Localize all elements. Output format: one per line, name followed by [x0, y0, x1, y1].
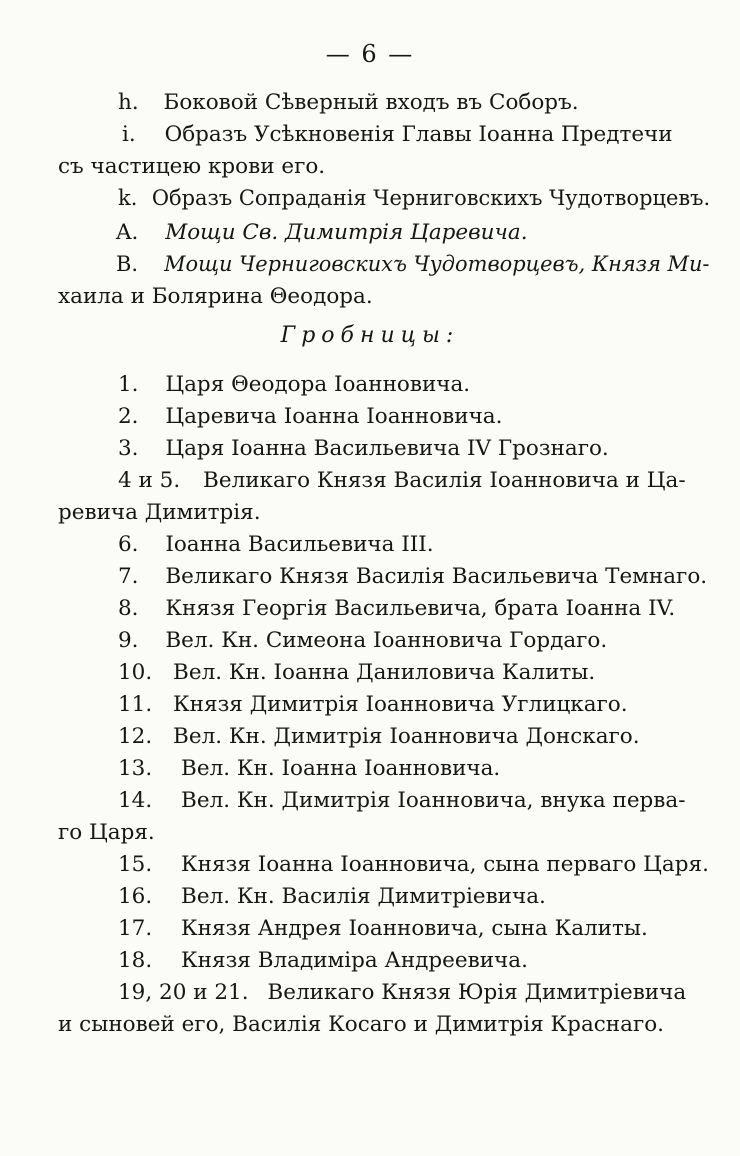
tomb-number: 4 и 5. — [118, 468, 181, 493]
legend-label: i. — [122, 122, 136, 147]
tomb-item — [118, 626, 607, 656]
tomb-item — [118, 562, 707, 592]
tomb-item — [118, 978, 686, 1008]
legend-item-i-continued — [58, 152, 325, 182]
tomb-text: Царевича Іоанна Іоанновича. — [165, 404, 503, 429]
section-heading: Гробницы: — [280, 323, 460, 348]
tomb-number: 17. — [118, 916, 153, 941]
tomb-item — [118, 786, 686, 816]
tomb-number: 11. — [118, 692, 153, 717]
legend-label: k. — [118, 186, 138, 211]
tomb-text: ревича Димитрія. — [58, 500, 261, 525]
tomb-number: 9. — [118, 628, 139, 653]
tomb-item — [118, 754, 500, 784]
tomb-item-continued — [58, 1010, 664, 1040]
legend-text: Боковой Сѣверный входъ въ Соборъ. — [163, 90, 579, 115]
tomb-text: Великаго Князя Юрія Димитріевича — [267, 980, 687, 1005]
tomb-text: Вел. Кн. Симеона Іоанновича Гордаго. — [165, 628, 608, 653]
tomb-number: 19, 20 и 21. — [118, 980, 249, 1005]
tomb-number: 3. — [118, 436, 139, 461]
tomb-item-continued — [58, 818, 155, 848]
tomb-item — [118, 658, 595, 688]
tomb-text: Вел. Кн. Іоанна Іоанновича. — [181, 756, 501, 781]
tomb-item — [118, 530, 434, 560]
tomb-number: 7. — [118, 564, 139, 589]
tomb-text: Князя Владиміра Андреевича. — [181, 948, 528, 973]
tomb-text: Вел. Кн. Іоанна Даниловича Калиты. — [173, 660, 596, 685]
legend-text: съ частицею крови его. — [58, 154, 326, 179]
legend-text: хаила и Болярина Θеодора. — [58, 284, 373, 309]
tomb-item — [118, 466, 686, 496]
tomb-item — [118, 850, 709, 880]
legend-text: Образъ Усѣкновенія Главы Іоанна Предтечи — [164, 122, 673, 147]
legend-item-b — [116, 250, 709, 280]
legend-item-b-continued — [58, 282, 373, 312]
tomb-item — [118, 370, 470, 400]
tomb-number: 8. — [118, 596, 139, 621]
legend-label: A. — [116, 220, 139, 245]
tomb-number: 13. — [118, 756, 153, 781]
legend-label: B. — [116, 252, 139, 277]
tomb-item — [118, 722, 640, 752]
tomb-item — [118, 594, 675, 624]
tomb-number: 1. — [118, 372, 139, 397]
tomb-text: и сыновей его, Василія Косаго и Димитрія Краснаго. — [58, 1012, 664, 1037]
tomb-number: 10. — [118, 660, 153, 685]
tomb-number: 15. — [118, 852, 153, 877]
tomb-number: 18. — [118, 948, 153, 973]
tomb-text: Вел. Кн. Василія Димитріевича. — [181, 884, 546, 909]
tomb-number: 16. — [118, 884, 153, 909]
page-number: — 6 — — [325, 40, 415, 68]
tomb-text: Князя Іоанна Іоанновича, сына перваго Царя. — [181, 852, 709, 877]
tomb-item — [118, 882, 546, 912]
legend-item-h — [118, 88, 579, 118]
legend-text: Мощи Черниговскихъ Чудотворцевъ, Князя Ми- — [164, 252, 710, 277]
tomb-item-continued — [58, 498, 261, 528]
tomb-text: го Царя. — [58, 820, 155, 845]
legend-item-k — [118, 184, 710, 214]
tomb-text: Вел. Кн. Димитрія Іоанновича, внука перва- — [181, 788, 686, 813]
tomb-item — [118, 434, 609, 464]
tomb-item — [118, 690, 628, 720]
legend-item-i — [122, 120, 673, 150]
tomb-text: Іоанна Васильевича III. — [165, 532, 434, 557]
tomb-text: Князя Андрея Іоанновича, сына Калиты. — [181, 916, 648, 941]
tomb-number: 14. — [118, 788, 153, 813]
tomb-number: 12. — [118, 724, 153, 749]
tomb-text: Вел. Кн. Димитрія Іоанновича Донскаго. — [173, 724, 640, 749]
legend-item-a — [116, 218, 528, 248]
legend-text: Образъ Сопраданія Черниговскихъ Чудотворцевъ. — [151, 186, 711, 211]
tomb-number: 2. — [118, 404, 139, 429]
legend-label: h. — [118, 90, 139, 115]
tomb-text: Великаго Князя Василія Іоанновича и Ца- — [203, 468, 686, 493]
legend-text: Мощи Св. Димитрія Царевича. — [165, 220, 528, 245]
tomb-item — [118, 402, 502, 432]
tomb-text: Великаго Князя Василія Васильевича Темнаго. — [165, 564, 708, 589]
tomb-text: Царя Θеодора Іоанновича. — [165, 372, 471, 397]
tomb-item — [118, 914, 648, 944]
tomb-number: 6. — [118, 532, 139, 557]
tomb-text: Царя Іоанна Васильевича IV Грознаго. — [165, 436, 609, 461]
tomb-text: Князя Димитрія Іоанновича Углицкаго. — [173, 692, 628, 717]
tomb-text: Князя Георгія Васильевича, брата Іоанна IV. — [165, 596, 676, 621]
tomb-item — [118, 946, 528, 976]
